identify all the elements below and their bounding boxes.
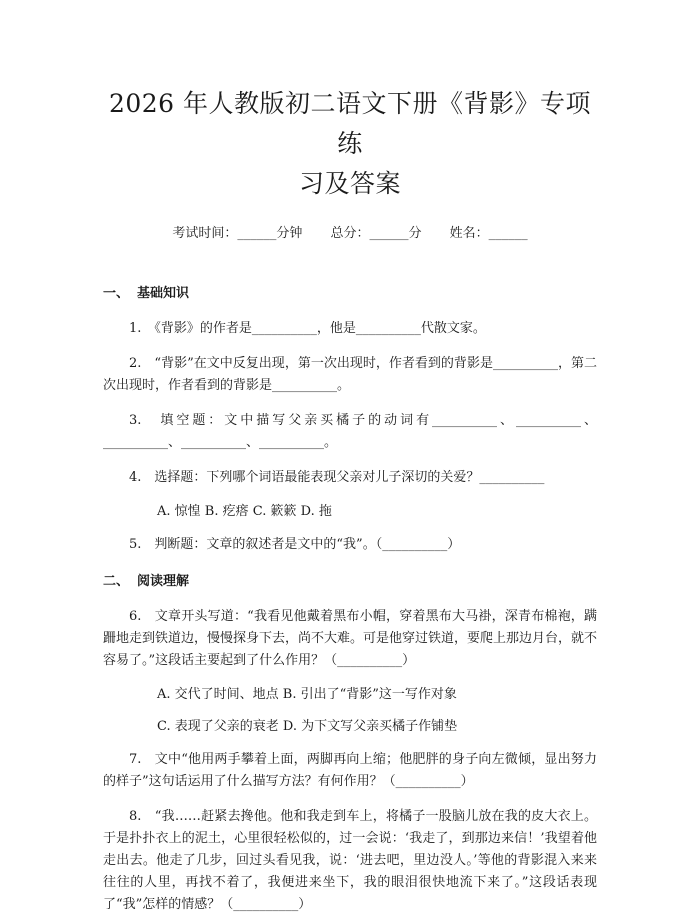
exam-meta	[103, 224, 597, 244]
question-4-options: A. 惊惶 B. 疙瘩 C. 簌簌 D. 拖	[157, 504, 332, 519]
exam-time: 考试时间：______分钟	[172, 226, 303, 241]
section-heading-reading	[103, 572, 597, 592]
title-line-2: 习及答案	[298, 169, 401, 198]
section-label: 基础知识	[137, 286, 190, 301]
question-2: 2. “背影”在文中反复出现，第一次出现时，作者看到的背影是__________，第二次出现时，作者看到的背影是__________。	[103, 356, 597, 393]
question-4: 4. 选择题：下列哪个词语最能表现父亲对儿子深切的关爱？__________	[129, 470, 545, 485]
exam-name: 姓名：______	[449, 226, 528, 241]
question-6-options-cd: C. 表现了父亲的衰老 D. 为下文写父亲买橘子作铺垫	[157, 719, 458, 734]
question-1: 1. 《背影》的作者是__________，他是__________代散文家。	[129, 321, 486, 336]
section-label: 阅读理解	[137, 574, 190, 589]
section-number: 一、	[103, 286, 130, 301]
document-title	[103, 0, 597, 204]
question-5: 5. 判断题：文章的叙述者是文中的“我”。（__________）	[129, 537, 461, 552]
section-number: 二、	[103, 574, 130, 589]
question-7: 7. 文中“他用两手攀着上面，两脚再向上缩；他肥胖的身子向左微倾，显出努力的样子”这句话运用了什么描写方法？有何作用？（__________）	[103, 752, 597, 789]
section-heading-basic	[103, 284, 597, 304]
exam-score: 总分：______分	[330, 226, 422, 241]
question-3: 3. 填空题：文中描写父亲买橘子的动词有__________、__________、__________、__________、__________。	[103, 413, 597, 450]
title-line-1: 2026 年人教版初二语文下册《背影》专项练	[108, 89, 592, 158]
question-6-options-ab: A. 交代了时间、地点 B. 引出了“背影”这一写作对象	[157, 687, 457, 702]
question-6: 6. 文章开头写道：“我看见他戴着黑布小帽，穿着黑布大马褂，深青布棉袍，蹒跚地走到铁道边，慢慢探身下去，尚不大难。可是他穿过铁道，要爬上那边月台，就不容易了。”这段话主要起到了什么作用？（__________）	[103, 609, 598, 668]
question-8: 8. “我……赶紧去搀他。他和我走到车上，将橘子一股脑儿放在我的皮大衣上。于是扑扑衣上的泥土，心里很轻松似的，过一会说：‘我走了，到那边来信！’我望着他走出去。他走了几步，回过头看见我，说：‘进去吧，里边没人。’等他的背影混入来来往往的人里，再找不着了，我便进来坐下，我的眼泪很快地流下来了。”这段话表现了“我”怎样的情感？（__________）	[103, 809, 597, 912]
